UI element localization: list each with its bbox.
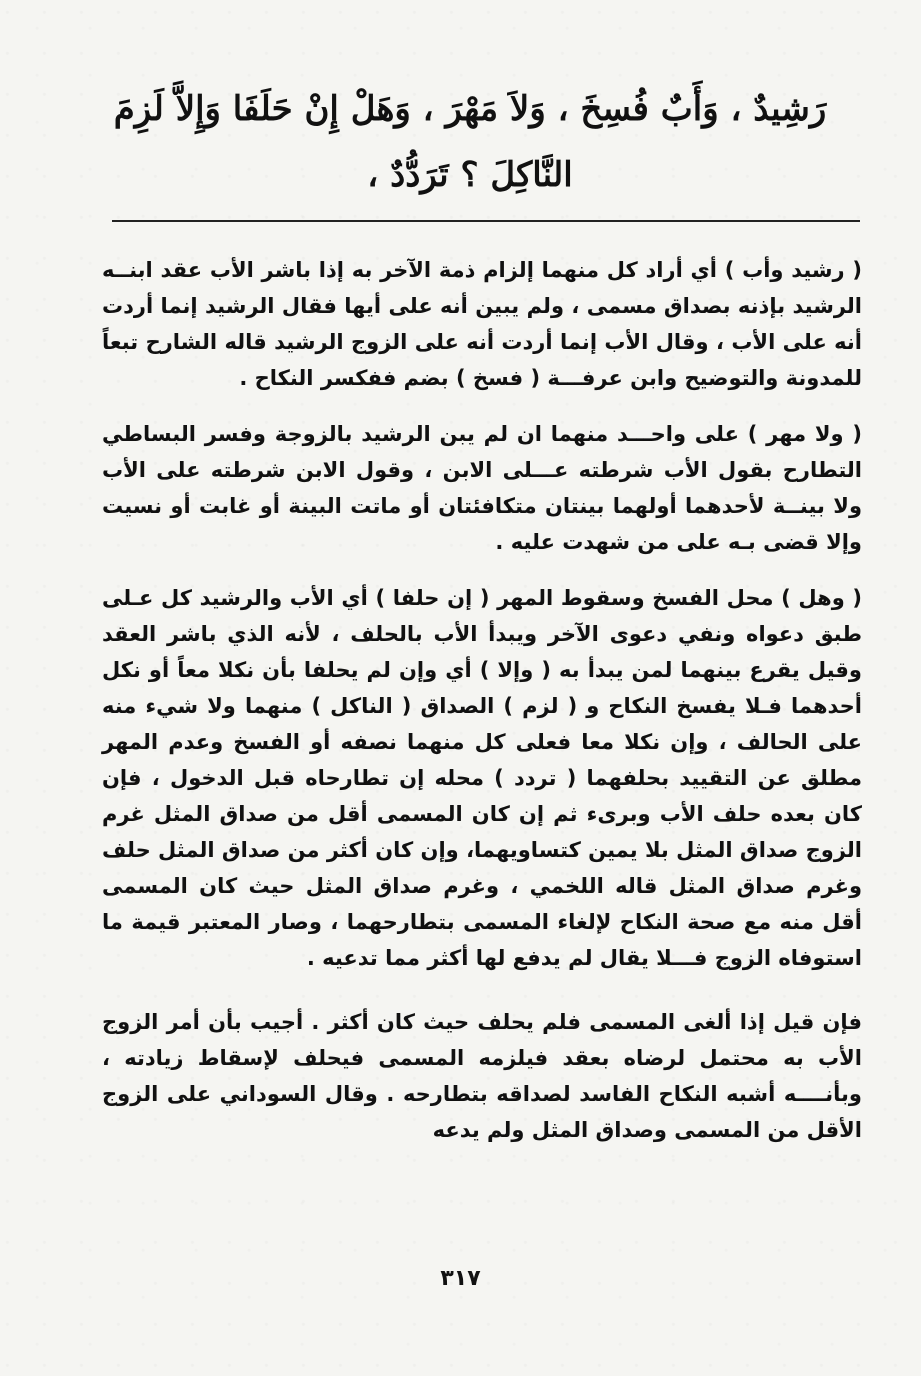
header-divider bbox=[112, 220, 860, 222]
paragraph-4: فإن قيل إذا ألغى المسمى فلم يحلف حيث كان أكثر . أجيب بأن أمر الزوج الأب به محتمل لرضاه بعقد فيلزمه المسمى فيحلف لإسقاط زيادته ، وبأنــــه أشبه النكاح الفاسد لصداقه بتطارحه . وقال السوداني على الزوج الأقل من المسمى وصداق المثل ولم يدعه bbox=[102, 1010, 862, 1142]
verse-line-2: النَّاكِلَ ؟ تَرَدُّدٌ ، bbox=[367, 155, 573, 195]
paragraph-3: ( وهل ) محل الفسخ وسقوط المهر ( إن حلفا ) أي الأب والرشيد كل عـلى طبق دعواه ونفي دعوى الآخر ويبدأ الأب بالحلف ، لأنه الذي باشر العقد وقيل يقرع بينهما لمن يبدأ به ( وإلا ) أي وإن لم يحلفا بأن نكلا معاً أو نكل أحدهما فـلا يفسخ النكاح و ( لزم ) الصداق ( الناكل ) منهما ولا شيء منه على الحالف ، وإن نكلا معا فعلى كل منهما نصفه أو الفسخ وعدم المهر مطلق عن التقييد بحلفهما ( تردد ) محله إن تطارحاه قبل الدخول ، فإن كان بعده حلف الأب وبرىء ثم إن كان المسمى أقل من صداق المثل غرم الزوج صداق المثل بلا يمين كتساويهما، وإن كان أكثر من صداق المثل حلف وغرم صداق المثل قاله اللخمي ، وغرم صداق المثل حيث كان المسمى أقل منه مع صحة النكاح لإلغاء المسمى بتطارحهما ، وصار المعتبر قيمة ما استوفاه الزوج فـــلا يقال لم يدفع لها أكثر مما تدعيه . bbox=[102, 586, 862, 970]
verse-line-1: رَشِيدٌ ، وَأَبٌ فُسِخَ ، وَلاَ مَهْرَ ، وَهَلْ إِنْ حَلَفَا وَإِلاَّ لَزِمَ bbox=[113, 89, 827, 129]
paragraph-2: ( ولا مهر ) على واحـــد منهما ان لم يبن الرشيد بالزوجة وفسر البساطي التطارح بقول الأب شرطته عـــلى الابن ، وقول الابن شرطته على الأب ولا بينــة لأحدهما أولهما بينتان متكافئتان أو ماتت البينة أو غابت أو نسيت وإلا قضى بـه على من شهدت عليه . bbox=[102, 422, 862, 554]
paragraph-1: ( رشيد وأب ) أي أراد كل منهما إلزام ذمة الآخر به إذا باشر الأب عقد ابنــه الرشيد بإذنه بصداق مسمى ، ولم يبين أنه على أيها فقال الرشيد إنما أردت أنه على الأب ، وقال الأب إنما أردت أنه على الزوج الرشيد قاله الشارح تبعاً للمدونة والتوضيح وابن عرفـــة ( فسخ ) بضم ففكسر النكاح . bbox=[102, 258, 862, 390]
commentary-text bbox=[102, 252, 862, 1148]
page-number: ٣١٧ bbox=[440, 1266, 481, 1291]
